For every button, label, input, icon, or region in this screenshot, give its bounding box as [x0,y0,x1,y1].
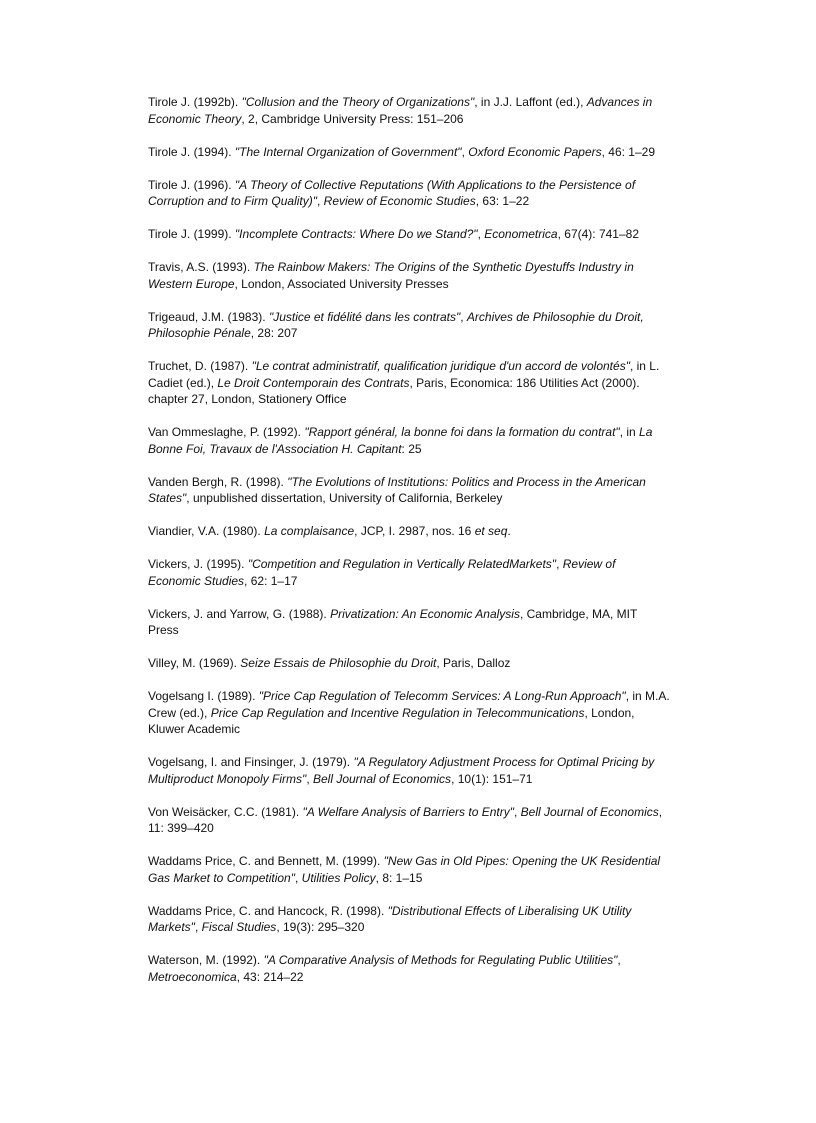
reference-text: , 62: 1–17 [244,573,298,588]
reference-text: , Paris, Economica: 186 Utilities Act (2000). chapter 27, London, Stationery Office [148,375,640,406]
reference-entry [148,259,670,292]
reference-text: , 46: 1–29 [601,144,656,159]
reference-text: , 8: 1–15 [375,870,423,885]
reference-italic-text: "Price Cap Regulation of Telecomm Services: A Long-Run Approach" [258,689,626,703]
reference-italic-text: "Rapport général, la bonne foi dans la formation du contrat" [304,425,620,439]
reference-italic-text: "Incomplete Contracts: Where Do we Stand?" [234,227,478,241]
reference-italic-text: "The Internal Organization of Government" [234,144,462,159]
reference-text: , [556,557,563,571]
reference-list [148,94,670,1002]
reference-entry [148,424,670,457]
reference-entry [148,903,670,936]
reference-text: . [507,524,511,538]
reference-italic-text: Price Cap Regulation and Incentive Regulation in Telecommunications [210,705,585,720]
reference-text: , [460,309,467,324]
reference-text: Travis, A.S. (1993). [148,260,254,274]
reference-entry [148,523,670,540]
reference-italic-text: Review of Economic Studies [148,557,616,588]
reference-text: , 63: 1–22 [475,194,530,208]
reference-text: , [617,953,621,967]
reference-text: , in M.A. Crew (ed.), [148,689,670,720]
reference-italic-text: "Collusion and the Theory of Organizations" [241,95,475,109]
reference-entry [148,952,670,985]
reference-entry [148,606,670,639]
reference-text: Waddams Price, C. and Hancock, R. (1998). [148,903,388,918]
reference-italic-text: Metroeconomica [148,969,237,984]
reference-italic-text: Bell Journal of Economics [312,771,452,786]
reference-italic-text: "New Gas in Old Pipes: Opening the UK Residential Gas Market to Competition" [148,854,661,885]
reference-italic-text: Fiscal Studies [201,920,277,934]
reference-italic-text: "Competition and Regulation in Vertically RelatedMarkets" [247,557,557,571]
reference-italic-text: "A Welfare Analysis of Barriers to Entry" [302,804,514,819]
reference-text: , 19(3): 295–320 [276,920,365,934]
reference-text: , [194,920,202,934]
reference-italic-text: Utilities Policy [301,870,376,885]
reference-text: : 25 [401,441,422,456]
reference-text: , [477,227,485,241]
reference-text: Van Ommeslaghe, P. (1992). [148,425,305,439]
reference-italic-text: Oxford Economic Papers [468,144,602,159]
reference-italic-text: et seq [474,524,508,538]
reference-text: Tirole J. (1996). [148,177,235,192]
reference-entry [148,556,670,589]
reference-text: , London, Associated University Presses [234,276,449,291]
reference-entry [148,804,670,837]
reference-text: , Cambridge, MA, MIT Press [148,606,638,637]
reference-entry [148,144,670,161]
reference-italic-text: Econometrica [484,227,558,241]
reference-text: , 11: 399–420 [148,804,663,835]
reference-text: Vickers, J. and Yarrow, G. (1988). [148,606,331,621]
reference-text: , 10(1): 151–71 [451,771,533,786]
reference-text: , [316,194,324,208]
reference-text: , unpublished dissertation, University of California, Berkeley [186,491,503,505]
reference-text: Vogelsang I. (1989). [148,689,259,703]
reference-text: Waterson, M. (1992). [148,953,264,967]
reference-text: Waddams Price, C. and Bennett, M. (1999). [148,854,384,868]
reference-text: Viandier, V.A. (1980). [148,524,265,538]
reference-text: , 2, Cambridge University Press: 151–206 [241,111,464,126]
reference-text: Vanden Bergh, R. (1998). [148,474,288,489]
reference-italic-text: "Justice et fidélité dans les contrats" [268,309,461,324]
reference-italic-text: "The Evolutions of Institutions: Politics and Process in the American States" [148,474,646,505]
reference-text: , Paris, Dalloz [436,656,511,670]
reference-text: , [306,771,313,786]
reference-text: Truchet, D. (1987). [148,359,252,373]
reference-text: , London, Kluwer Academic [148,705,635,736]
reference-entry [148,309,670,342]
reference-entry [148,754,670,787]
reference-text: Tirole J. (1992b). [148,95,242,109]
reference-italic-text: The Rainbow Makers: The Origins of the Synthetic Dyestuffs Industry in Western Europe [148,260,634,291]
reference-italic-text: Le Droit Contemporain des Contrats [217,375,410,390]
reference-text: , in [619,425,640,439]
reference-italic-text: "Le contrat administratif, qualification juridique d'un accord de volontés" [251,359,630,373]
reference-text: , in J.J. Laffont (ed.), [474,95,587,109]
reference-text: Von Weisäcker, C.C. (1981). [148,804,303,819]
reference-italic-text: Seize Essais de Philosophie du Droit [240,656,437,670]
reference-text: , 28: 207 [250,326,298,340]
reference-entry [148,177,670,210]
reference-italic-text: "Distributional Effects of Liberalising UK Utility Markets" [148,903,632,934]
reference-italic-text: Archives de Philosophie du Droit, Philosophie Pénale [148,309,644,340]
reference-text: , [294,870,302,885]
reference-text: Vogelsang, I. and Finsinger, J. (1979). [148,755,354,769]
reference-text: , 67(4): 741–82 [557,227,640,241]
reference-italic-text: Bell Journal of Economics [520,804,659,819]
reference-italic-text: "A Regulatory Adjustment Process for Optimal Pricing by Multiproduct Monopoly Firms" [148,755,655,786]
reference-italic-text: La complaisance [264,524,355,538]
reference-text: Tirole J. (1999). [148,227,235,241]
reference-text: Villey, M. (1969). [148,656,241,670]
reference-text: , JCP, I. 2987, nos. 16 [354,524,475,538]
reference-italic-text: Privatization: An Economic Analysis [330,606,520,621]
reference-text: Tirole J. (1994). [148,144,235,159]
reference-entry [148,474,670,507]
reference-entry [148,94,670,127]
reference-italic-text: Review of Economic Studies [323,194,476,208]
reference-text: , [514,804,521,819]
reference-entry [148,226,670,243]
reference-italic-text: "A Comparative Analysis of Methods for Regulating Public Utilities" [263,953,618,967]
reference-text: , [461,144,469,159]
reference-text: Vickers, J. (1995). [148,557,248,571]
reference-italic-text: Advances in Economic Theory [148,95,653,126]
reference-text: , in L. Cadiet (ed.), [148,359,660,390]
reference-text: , 43: 214–22 [236,969,304,984]
reference-entry [148,655,670,672]
reference-entry [148,688,670,738]
reference-entry [148,358,670,408]
reference-italic-text: La Bonne Foi, Travaux de l'Association H. Capitant [148,425,653,456]
reference-text: Trigeaud, J.M. (1983). [148,309,269,324]
reference-entry [148,853,670,886]
reference-italic-text: "A Theory of Collective Reputations (With Applications to the Persistence of Corruption and to Firm Quality)" [148,177,636,208]
